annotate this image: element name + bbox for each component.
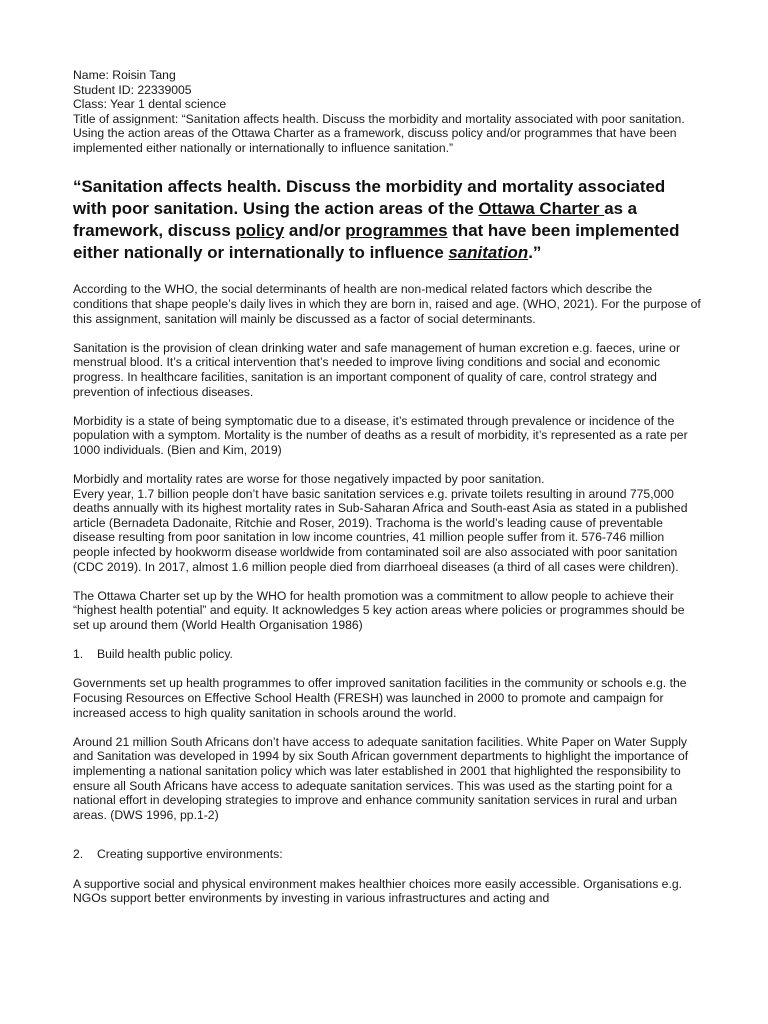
paragraph-ottawa-charter: The Ottawa Charter set up by the WHO for health promotion was a commitment to allow people to achieve their “highest health potential” and equity. It acknowledges 5 key action areas where policies or programmes should be set up around them (World Health Organisation 1986): [73, 588, 685, 633]
title-part-4: that have been implemented either nationally or internationally to influence: [73, 220, 680, 263]
paragraph-fresh-programme: Governments set up health programmes to offer improved sanitation facilities in the community or schools e.g. the Focusing Resources on Effective School Health (FRESH) was launched in 2000 to promote and campaign for increased access to high quality sanitation in schools around the world.: [73, 676, 687, 720]
title-programmes: programmes: [345, 220, 448, 240]
title-sanitation: sanitation: [448, 243, 529, 263]
student-class: Class: Year 1 dental science: [73, 97, 227, 112]
student-name: Name: Roisin Tang: [73, 68, 176, 82]
assignment-title: Title of assignment: “Sanitation affects health. Discuss the morbidity and mortality associated with poor sanitation. Using the action areas of the Ottawa Charter as a framework, discuss policy and/or programmes that have been implemented either nationally or internationally to influence sanitation.”: [73, 111, 685, 155]
document-page: [73, 68, 703, 906]
title-part-5: .”: [528, 243, 542, 263]
paragraph-morbidity-mortality: Morbidity is a state of being symptomatic due to a disease, it’s estimated through prevalence or incidence of the population with a symptom. Mortality is the number of deaths as a result of morbidity, it’s represented as a rate per 1000 individuals. (Bien and Kim, 2019): [73, 413, 688, 457]
list-item-supportive-environments: [73, 847, 703, 862]
paragraph-supportive-environment: A supportive social and physical environment makes healthier choices more easily accessible. Organisations e.g. NGOs support better environments by investing in various infrastructures and acting and: [73, 876, 683, 906]
student-id: Student ID: 22339005: [73, 82, 192, 97]
list-number: 2.: [73, 847, 84, 862]
paragraph-south-africa: Around 21 million South Africans don’t have access to adequate sanitation facilities. White Paper on Water Supply and Sanitation was developed in 1994 by six South African government departments to highlight the importance of implementing a national sanitation policy which was later established in 2001 that highlighted the responsibility to ensure all South Africans have access to adequate sanitation services. This was used as the starting point for a national effort in developing strategies to improve and enhance community sanitation services in rural and urban areas. (DWS 1996, pp.1-2): [73, 734, 689, 822]
title-ottawa-charter: Ottawa Charter: [478, 198, 605, 218]
document-header: [73, 68, 703, 156]
title-part-3: and/or: [284, 220, 346, 240]
paragraph-rates-intro: Morbidly and mortality rates are worse for those negatively impacted by poor sanitation.: [73, 472, 545, 487]
paragraph-sanitation-definition: Sanitation is the provision of clean drinking water and safe management of human excretion e.g. faeces, urine or menstrual blood. It’s a critical intervention that’s needed to improve living conditions and social and economic progress. In healthcare facilities, sanitation is an important component of quality of care, control strategy and prevention of infectious diseases.: [73, 340, 681, 399]
list-number: 1.: [73, 647, 84, 662]
title-policy: policy: [235, 220, 285, 240]
paragraph-statistics: Every year, 1.7 billion people don’t have basic sanitation services e.g. private toilets resulting in around 775,000 deaths annually with its highest mortality rates in Sub-Saharan Africa and South-east Asia as stated in a published article (Bernadeta Dadonaite, Ritchie and Roser, 2019). Trachoma is the world’s leading cause of preventable disease resulting from poor sanitation in low income countries, 41 million people suffer from it. 576-746 million people infected by hookworm disease worldwide from contaminated soil are also associated with poor sanitation (CDC 2019). In 2017, almost 1.6 million people died from diarrhoeal diseases (a third of all cases were children).: [73, 486, 688, 574]
essay-title: [73, 176, 703, 265]
list-item-text: Creating supportive environments:: [97, 847, 283, 862]
paragraph-social-determinants: According to the WHO, the social determinants of health are non-medical related factors which describe the conditions that shape people’s daily lives in which they are born in, raised and age. (WHO, 2021). For the purpose of this assignment, sanitation will mainly be discussed as a factor of social determinants.: [73, 282, 701, 326]
list-item-text: Build health public policy.: [97, 647, 233, 662]
title-part-2: as a framework, discuss: [73, 198, 638, 240]
list-item-public-policy: [73, 647, 703, 662]
title-part-1: “Sanitation affects health. Discuss the morbidity and mortality associated with poor sanitation. Using the action areas of the: [73, 176, 666, 218]
